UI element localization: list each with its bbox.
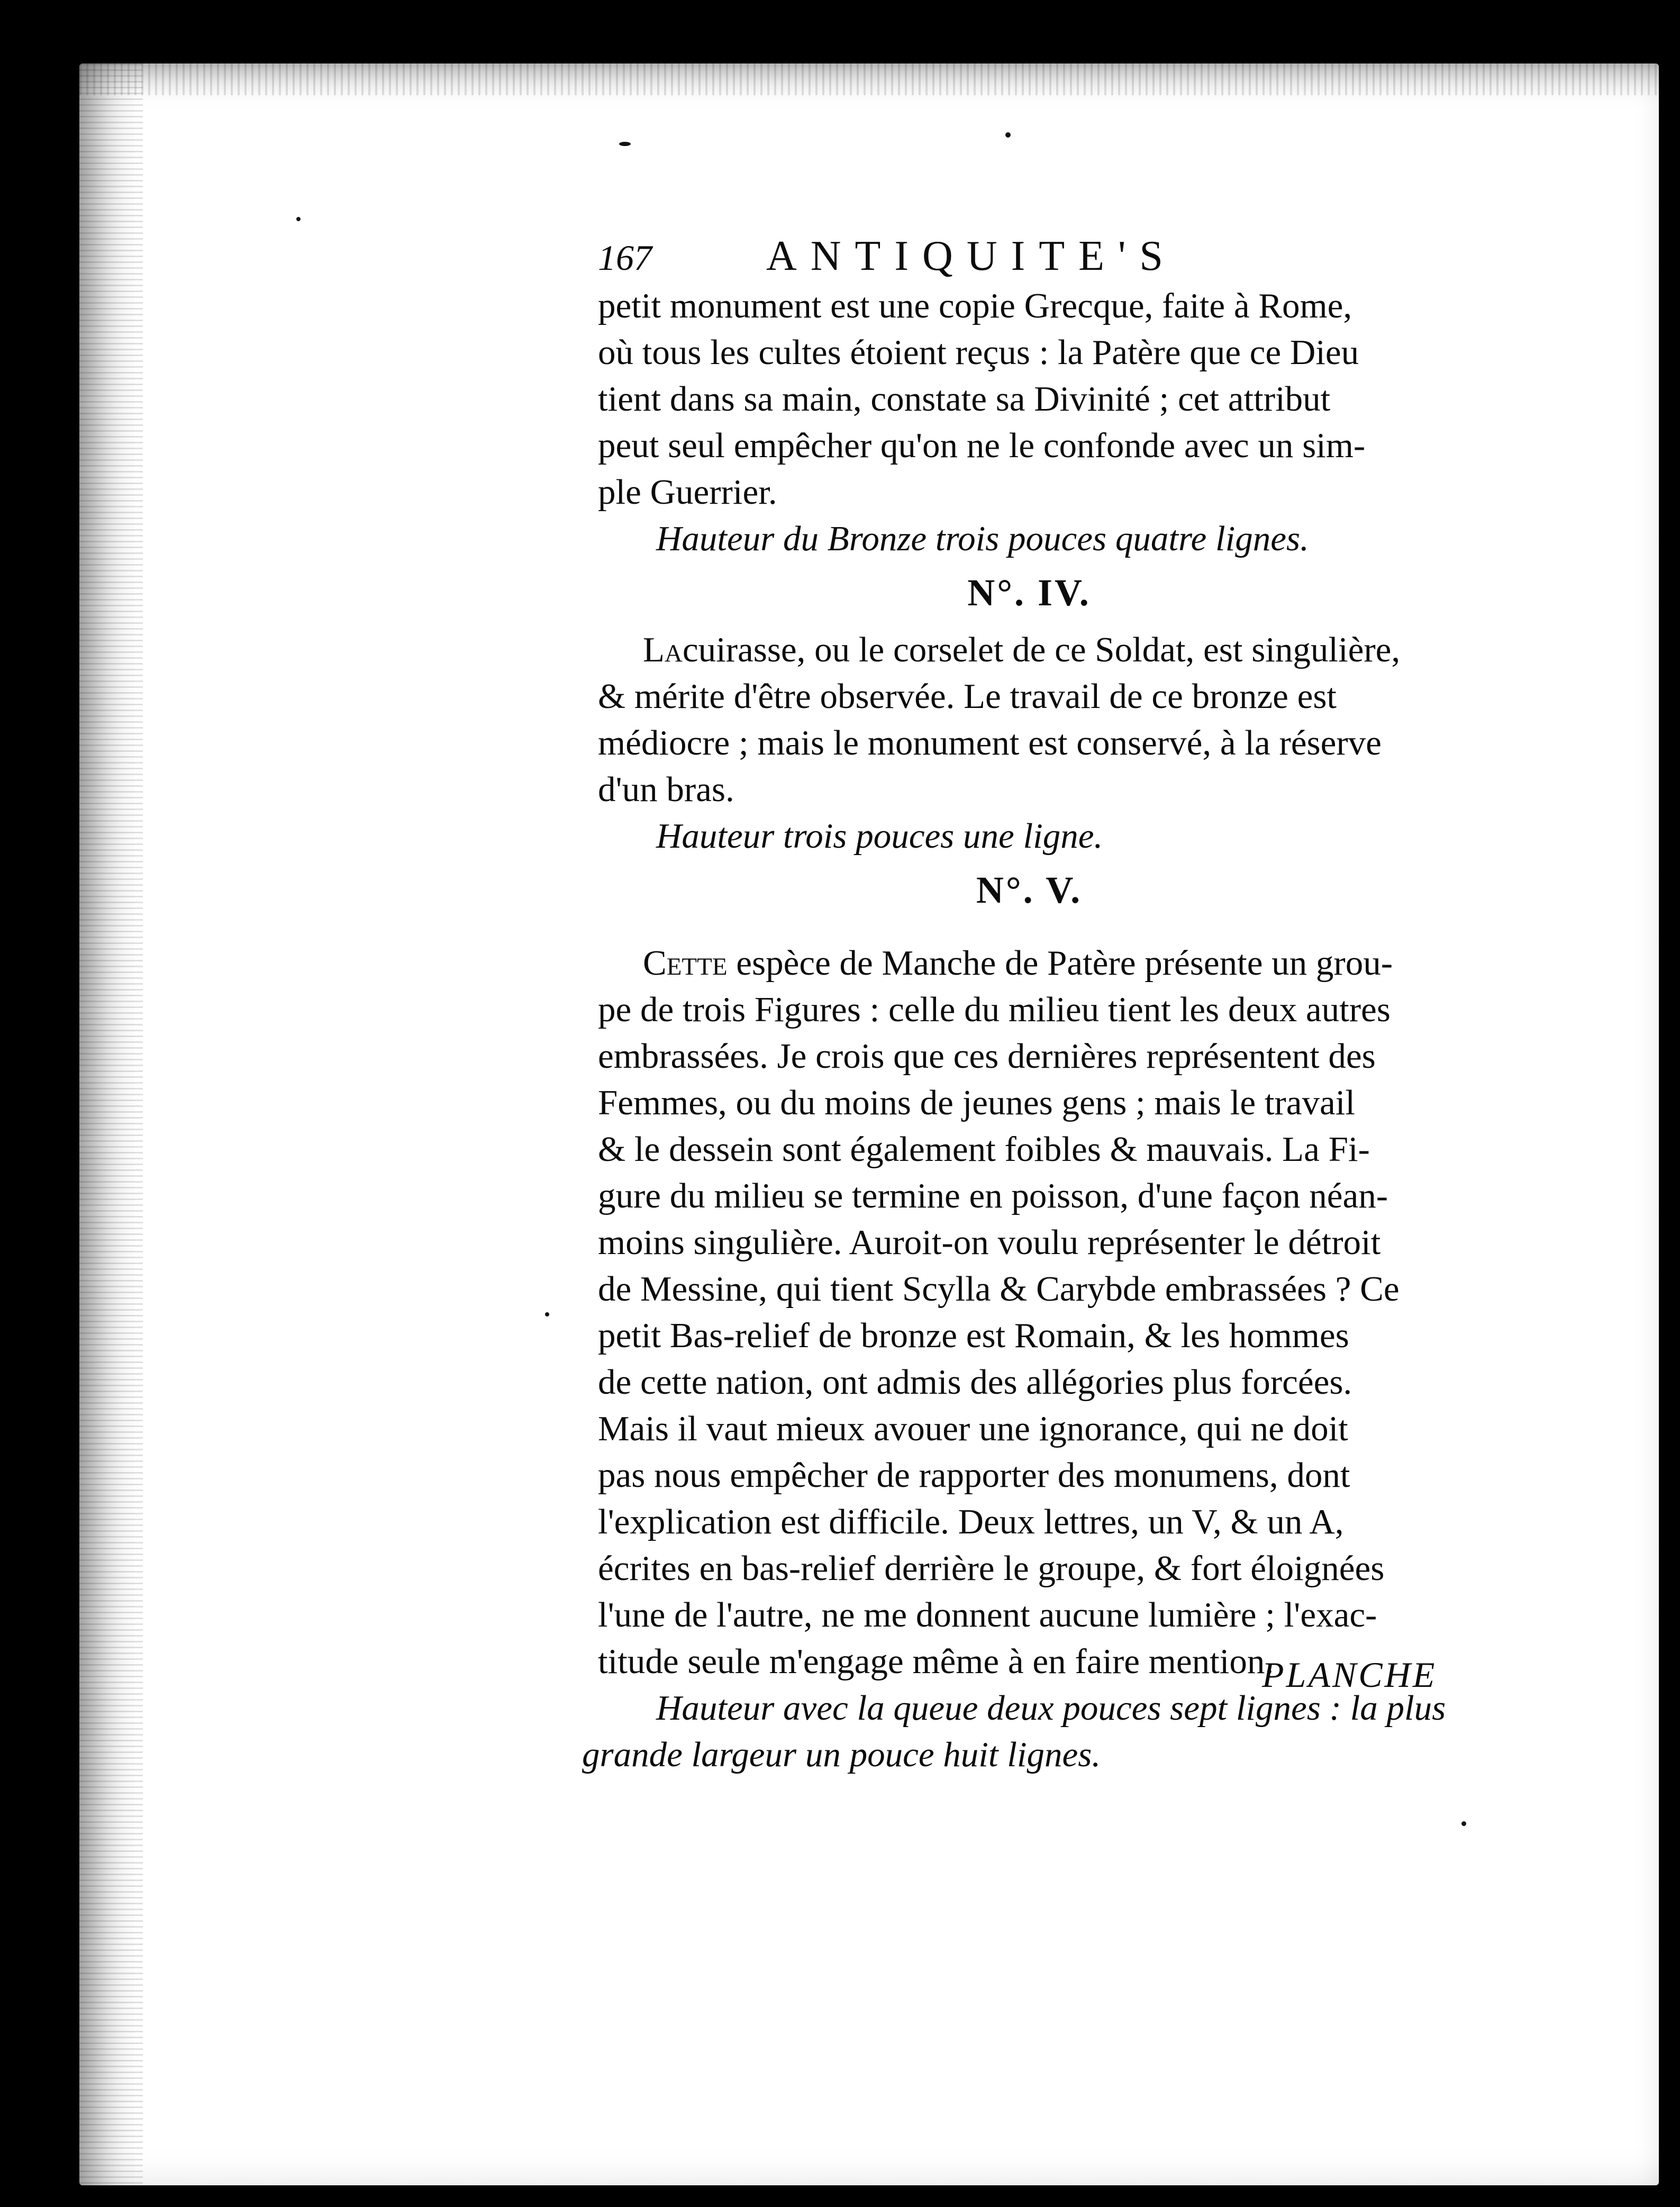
text-line: écrites en bas-relief derrière le groupe, & fort éloignées: [598, 1549, 1385, 1588]
ink-speck: [1005, 132, 1011, 138]
ink-speck: [619, 142, 631, 146]
text-line: pe de trois Figures : celle du milieu tient les deux autres: [598, 990, 1391, 1029]
text-line: où tous les cultes étoient reçus : la Patère que ce Dieu: [598, 333, 1359, 372]
ink-speck: [296, 217, 301, 221]
text-line: [598, 940, 1460, 986]
text-line: titude seule m'engage même à en faire mention.: [598, 1642, 1274, 1681]
left-edge-shadow: [79, 63, 143, 2185]
text-line: tient dans sa main, constate sa Divinité ; cet attribut: [598, 379, 1331, 419]
dimension-caption: Hauteur du Bronze trois pouces quatre lignes.: [656, 519, 1309, 558]
running-head: ANTIQUITE'S: [766, 233, 1177, 279]
text-line-rest: cuirasse, ou le corselet de ce Soldat, est singulière,: [682, 630, 1401, 669]
catchword: PLANCHE: [1262, 1655, 1437, 1695]
ink-speck: [545, 1312, 549, 1316]
dimension-caption: Hauteur avec la queue deux pouces sept lignes : la plus: [656, 1688, 1446, 1728]
text-line: ple Guerrier.: [598, 473, 777, 512]
text-line: moins singulière. Auroit-on voulu représenter le détroit: [598, 1223, 1381, 1262]
text-line: [598, 626, 1460, 673]
dimension-caption: grande largeur un pouce huit lignes.: [582, 1735, 1101, 1774]
lead-word: La: [643, 630, 683, 669]
text-line: gure du milieu se termine en poisson, d'une façon néan-: [598, 1176, 1388, 1215]
text-line: petit monument est une copie Grecque, faite à Rome,: [598, 286, 1352, 325]
text-line: de cette nation, ont admis des allégories plus forcées.: [598, 1363, 1352, 1402]
continued-paragraph: [598, 283, 1460, 515]
text-line: peut seul empêcher qu'on ne le confonde avec un sim-: [598, 426, 1366, 465]
section-title-v: N°. V.: [976, 869, 1083, 911]
text-line-rest: espèce de Manche de Patère présente un grou-: [736, 943, 1393, 983]
ink-speck: [1461, 1821, 1466, 1826]
text-line: de Messine, qui tient Scylla & Carybde embrassées ? Ce: [598, 1269, 1400, 1309]
dimension-caption: Hauteur trois pouces une ligne.: [656, 816, 1103, 856]
text-line: petit Bas-relief de bronze est Romain, & les hommes: [598, 1316, 1349, 1355]
section-v-paragraph: [598, 940, 1460, 1685]
text-line: Mais il vaut mieux avouer une ignorance, qui ne doit: [598, 1409, 1348, 1448]
text-line: l'une de l'autre, ne me donnent aucune lumière ; l'exac-: [598, 1595, 1377, 1634]
text-line: & le dessein sont également foibles & mauvais. La Fi-: [598, 1130, 1370, 1169]
text-line: embrassées. Je crois que ces dernières représentent des: [598, 1037, 1376, 1076]
text-line: d'un bras.: [598, 770, 734, 809]
lead-word: Cette: [643, 943, 728, 983]
page-text: [582, 233, 1460, 1778]
spacer: [598, 924, 1460, 940]
page-header: [598, 233, 1460, 286]
text-line: & mérite d'être observée. Le travail de ce bronze est: [598, 677, 1337, 716]
text-line: l'explication est difficile. Deux lettres, un V, & un A,: [598, 1502, 1344, 1541]
text-line: Femmes, ou du moins de jeunes gens ; mais le travail: [598, 1083, 1355, 1122]
page-number: 167: [598, 238, 652, 278]
section-title-iv: N°. IV.: [967, 571, 1091, 614]
section-iv-paragraph: [598, 626, 1460, 813]
top-edge-shadow: [79, 63, 1659, 95]
text-line: médiocre ; mais le monument est conservé, à la réserve: [598, 723, 1382, 762]
text-line: pas nous empêcher de rapporter des monumens, dont: [598, 1456, 1350, 1495]
